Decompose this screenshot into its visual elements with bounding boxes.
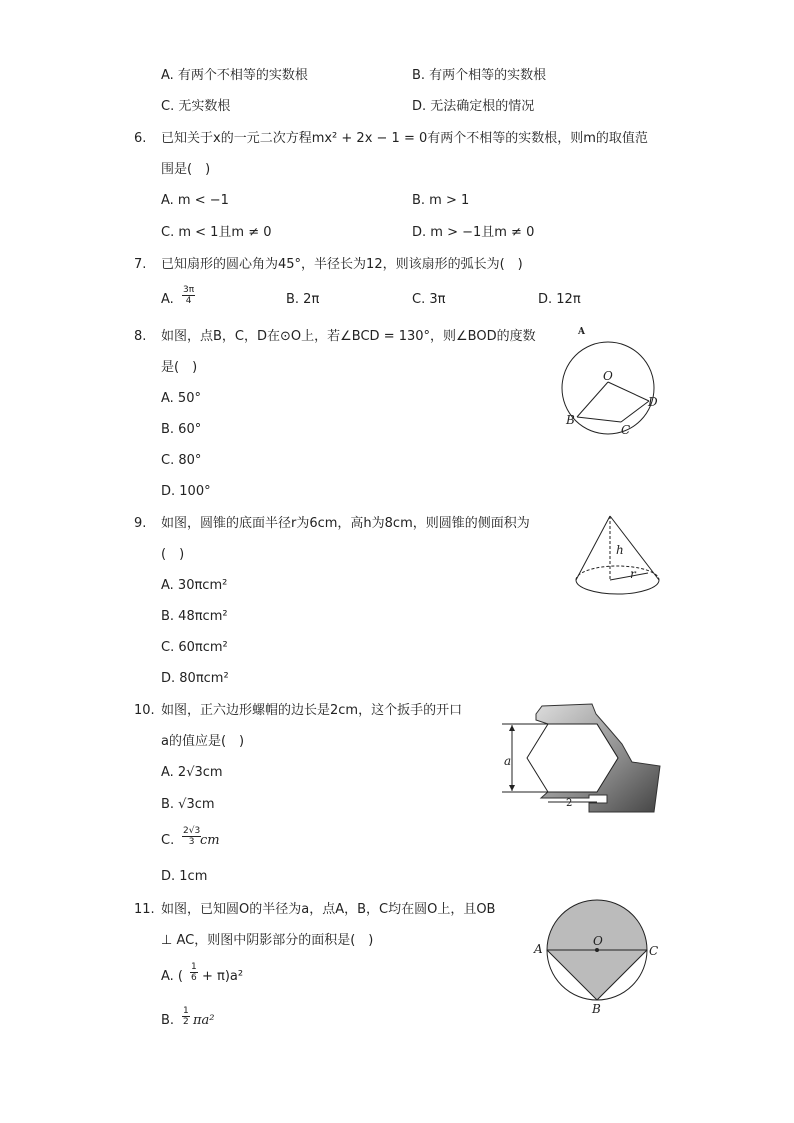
q11-option-b-numerator: 1 bbox=[183, 1006, 189, 1016]
q10-wrench-figure bbox=[492, 700, 662, 818]
q11-number: 11. bbox=[134, 902, 155, 917]
q9-stem-line1: 如图，圆锥的底面半径r为6cm，高h为8cm，则圆锥的侧面积为 bbox=[161, 516, 530, 531]
q9-option-a: A. 30πcm² bbox=[161, 578, 228, 593]
q8-option-b: B. 60° bbox=[161, 422, 202, 437]
q8-label-d: D bbox=[648, 395, 658, 409]
q11-option-a-numerator: 1 bbox=[191, 962, 197, 972]
q6-option-a: A. m < −1 bbox=[161, 193, 229, 208]
q7-option-a-label: A. bbox=[161, 292, 174, 307]
q9-cone-figure bbox=[570, 510, 666, 602]
q9-option-c: C. 60πcm² bbox=[161, 640, 228, 655]
q9-label-h: h bbox=[616, 543, 624, 557]
q8-label-a: A bbox=[578, 327, 585, 337]
q10-option-c-label: C. bbox=[161, 833, 175, 848]
q10-stem-line2: a的值应是( ) bbox=[161, 734, 245, 749]
q5-option-b: B. 有两个相等的实数根 bbox=[412, 68, 547, 83]
q11-option-a-denominator: 6 bbox=[191, 973, 197, 983]
q10-option-d: D. 1cm bbox=[161, 869, 208, 884]
q6-option-c: C. m < 1且m ≠ 0 bbox=[161, 225, 272, 240]
q10-label-2: 2 bbox=[566, 798, 573, 809]
q9-number: 9. bbox=[134, 516, 147, 531]
q10-option-c-numerator: 2√3 bbox=[183, 826, 201, 836]
q11-label-a: A bbox=[534, 942, 543, 956]
q10-number: 10. bbox=[134, 703, 155, 718]
q8-label-b: B bbox=[566, 413, 575, 427]
q7-stem: 已知扇形的圆心角为45°，半径长为12，则该扇形的弧长为( ) bbox=[161, 257, 523, 272]
q5-option-c: C. 无实数根 bbox=[161, 99, 231, 114]
q8-option-d: D. 100° bbox=[161, 484, 211, 499]
q8-label-c: C bbox=[621, 423, 631, 437]
q7-option-a-fraction bbox=[182, 285, 195, 306]
q6-stem-line2: 围是( ) bbox=[161, 162, 211, 177]
q11-option-b-denominator: 2 bbox=[183, 1017, 189, 1027]
q8-stem-line2: 是( ) bbox=[161, 360, 198, 375]
q8-circle-figure bbox=[560, 322, 670, 438]
q7-number: 7. bbox=[134, 257, 147, 272]
q10-option-a: A. 2√3cm bbox=[161, 765, 223, 780]
q11-label-c: C bbox=[649, 944, 659, 958]
q10-option-c-unit: cm bbox=[200, 833, 220, 848]
q6-number: 6. bbox=[134, 131, 147, 146]
q10-option-c-denominator: 3 bbox=[188, 837, 195, 847]
q11-option-b-rest: πa² bbox=[193, 1013, 215, 1028]
q11-option-a-label: A. ( bbox=[161, 969, 184, 984]
q8-option-a: A. 50° bbox=[161, 391, 201, 406]
q11-label-o: O bbox=[593, 934, 603, 948]
q5-option-a: A. 有两个不相等的实数根 bbox=[161, 68, 308, 83]
q11-option-a-fraction bbox=[190, 962, 198, 983]
q11-stem-line2: ⊥ AC，则图中阴影部分的面积是( ) bbox=[161, 933, 374, 948]
q11-option-b-label: B. bbox=[161, 1013, 175, 1028]
q9-option-b: B. 48πcm² bbox=[161, 609, 228, 624]
q7-option-a-denominator: 4 bbox=[185, 296, 192, 306]
q7-option-a-numerator: 3π bbox=[183, 285, 195, 295]
q8-number: 8. bbox=[134, 329, 147, 344]
q7-option-c: C. 3π bbox=[412, 292, 446, 307]
q5-option-d: D. 无法确定根的情况 bbox=[412, 99, 535, 114]
q11-option-b-fraction bbox=[182, 1006, 190, 1027]
q11-option-a-rest: + π)a² bbox=[202, 969, 244, 984]
q11-label-b: B bbox=[592, 1002, 601, 1016]
q11-stem-line1: 如图，已知圆O的半径为a，点A，B，C均在圆O上，且OB bbox=[161, 902, 496, 917]
q7-option-b: B. 2π bbox=[286, 292, 320, 307]
q9-stem-line2: ( ) bbox=[161, 547, 185, 562]
q10-option-c-fraction bbox=[182, 826, 201, 847]
q10-stem-line1: 如图，正六边形螺帽的边长是2cm，这个扳手的开口 bbox=[161, 703, 463, 718]
q10-label-a: a bbox=[504, 754, 512, 768]
q11-circle-figure bbox=[530, 896, 660, 1018]
q10-option-b: B. √3cm bbox=[161, 797, 215, 812]
q8-option-c: C. 80° bbox=[161, 453, 202, 468]
q9-option-d: D. 80πcm² bbox=[161, 671, 229, 686]
q8-stem-line1: 如图，点B，C，D在⊙O上，若∠BCD = 130°，则∠BOD的度数 bbox=[161, 329, 536, 344]
q8-label-o: O bbox=[603, 369, 613, 383]
q6-option-b: B. m > 1 bbox=[412, 193, 470, 208]
q6-option-d: D. m > −1且m ≠ 0 bbox=[412, 225, 535, 240]
q6-stem-line1: 已知关于x的一元二次方程mx² + 2x − 1 = 0有两个不相等的实数根，则m的取值范 bbox=[161, 131, 648, 146]
q9-label-r: r bbox=[630, 567, 636, 581]
q7-option-d: D. 12π bbox=[538, 292, 581, 307]
